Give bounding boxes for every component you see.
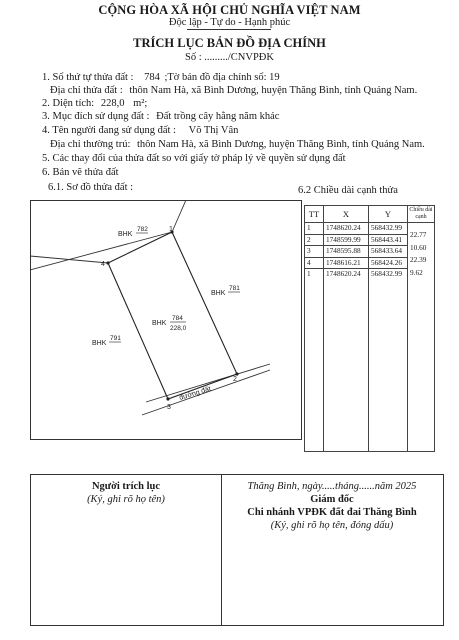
vertex-label-3: 3 <box>167 404 171 411</box>
section-sketch: 6.1. Sơ đồ thửa đất : <box>48 182 134 193</box>
col-length: Chiều dài cạnh <box>408 206 435 223</box>
parcel-address-label: Địa chỉ thửa đất : <box>50 85 123 96</box>
parcel-782-code: BHK <box>118 231 133 238</box>
length-4-1: 9.62 <box>410 267 423 277</box>
cell-x: 1748595.88 <box>324 246 369 258</box>
residence-label: Địa chỉ thường trú: <box>50 139 131 150</box>
parcel-784-code: BHK <box>152 320 167 327</box>
boundary-line <box>172 200 186 232</box>
parcel-address-value: thôn Nam Hà, xã Bình Dương, huyện Thăng Bình, tỉnh Quảng Nam. <box>129 85 418 96</box>
nation-header: CỘNG HÒA XÃ HỘI CHỦ NGHĨA VIỆT NAM <box>98 3 361 17</box>
area-value: 228,0 <box>100 98 125 109</box>
field-owner <box>42 125 238 136</box>
parcel-784-area: 228,0 <box>170 325 187 332</box>
cell-x: 1748599.99 <box>324 234 369 246</box>
road-edge <box>146 364 270 402</box>
extractor-note: (Ký, ghi rõ họ tên) <box>87 494 165 505</box>
parcel-784-number: 784 <box>172 315 183 322</box>
sign-date: Thăng Bình, ngày.....tháng......năm 2025 <box>247 481 417 492</box>
land-use-value: Đất trồng cây hằng năm khác <box>156 111 280 122</box>
vertex-label-4: 4 <box>101 261 105 268</box>
cell-tt: 3 <box>305 246 324 258</box>
parcel-number-label: 1. Số thứ tự thửa đất : <box>42 72 134 83</box>
lengths-cell <box>408 223 435 452</box>
document-title: TRÍCH LỤC BẢN ĐỒ ĐỊA CHÍNH <box>133 36 326 50</box>
cell-y: 568443.41 <box>369 234 408 246</box>
header-underline <box>187 29 271 30</box>
length-1-2: 22.77 <box>410 230 427 239</box>
field-residence <box>50 139 425 150</box>
table-row <box>305 223 435 235</box>
area-label: 2. Diện tích: <box>42 98 95 109</box>
field-land-use <box>42 111 279 122</box>
field-changes: 5. Các thay đổi của thửa đất so với giấy tờ pháp lý về quyền sử dụng đất <box>42 153 346 164</box>
col-tt: TT <box>305 206 324 223</box>
vertex-label-2: 2 <box>233 376 237 383</box>
residence-value: thôn Nam Hà, xã Bình Dương, huyện Thăng Bình, tỉnh Quảng Nam. <box>136 139 425 150</box>
cell-tt: 1 <box>305 223 324 235</box>
cell-y: 568433.64 <box>369 246 408 258</box>
boundary-line <box>30 256 108 263</box>
parcel-781-number: 781 <box>229 285 240 292</box>
document-number: Số : ........./CNVPĐK <box>185 52 274 63</box>
map-sheet: ;Tờ bản đồ địa chính số: 19 <box>164 72 280 83</box>
cell-y: 568424.26 <box>369 257 408 269</box>
parcel-782-number: 782 <box>137 226 148 233</box>
table-header-row <box>305 206 435 223</box>
land-use-label: 3. Mục đích sử dụng đất : <box>42 111 150 122</box>
director-note: (Ký, ghi rõ họ tên, đóng dấu) <box>270 520 394 531</box>
coordinate-table <box>304 205 435 452</box>
cell-x: 1748620.24 <box>324 223 369 235</box>
field-drawing: 6. Bản vẽ thửa đất <box>42 167 119 178</box>
director-title: Giám đốc <box>310 494 354 505</box>
parcel-number-value: 784 <box>144 72 160 83</box>
vertex-3 <box>166 397 169 400</box>
field-parcel-address <box>50 85 417 96</box>
owner-value: Võ Thị Vân <box>188 125 239 136</box>
parcel-sketch <box>30 200 302 440</box>
parcel-791-code: BHK <box>92 340 107 347</box>
road-label: đường đất <box>178 385 212 402</box>
col-x: X <box>324 206 369 223</box>
field-area <box>42 98 147 109</box>
cell-x: 1748620.24 <box>324 269 369 452</box>
motto: Độc lập - Tự do - Hạnh phúc <box>168 17 291 28</box>
length-3-4: 22.39 <box>410 255 427 264</box>
cell-tt: 2 <box>305 234 324 246</box>
cell-y: 568432.99 <box>369 269 408 452</box>
section-edge-lengths: 6.2 Chiều dài cạnh thửa <box>298 185 398 196</box>
parcel-781-code: BHK <box>211 290 226 297</box>
signature-box <box>30 474 444 626</box>
cell-y: 568432.99 <box>369 223 408 235</box>
col-y: Y <box>369 206 408 223</box>
vertex-label-1: 1 <box>169 226 173 233</box>
owner-label: 4. Tên người đang sử dụng đất : <box>42 125 176 136</box>
extractor-title: Người trích lục <box>91 481 161 492</box>
field-parcel-number <box>42 72 280 83</box>
vertex-4 <box>106 261 109 264</box>
cell-x: 1748616.21 <box>324 257 369 269</box>
length-2-3: 10.60 <box>410 242 427 252</box>
cell-tt: 4 <box>305 257 324 269</box>
branch-name: Chi nhánh VPĐK đất đai Thăng Bình <box>247 507 417 518</box>
signature-left <box>31 475 222 625</box>
area-unit: m²; <box>133 98 148 109</box>
cell-tt: 1 <box>305 269 324 452</box>
parcel-791-number: 791 <box>110 335 121 342</box>
